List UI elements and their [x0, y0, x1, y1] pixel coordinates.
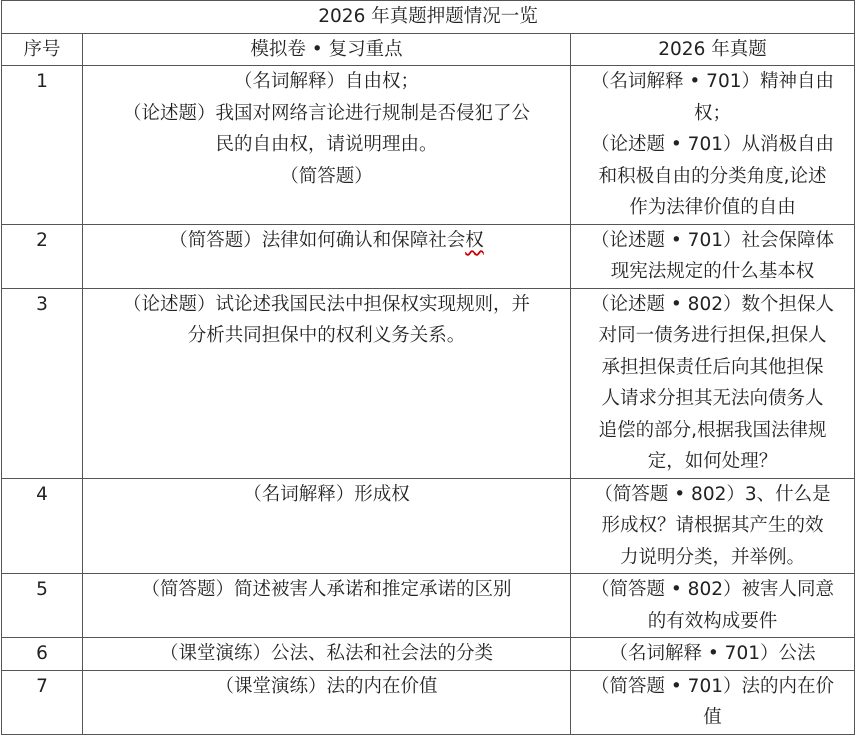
table-row — [2, 638, 855, 671]
header-exam: 2026 年真题 — [571, 33, 855, 66]
mock-cell — [83, 288, 571, 478]
cell-line: （简答题 • 701）法的内在价 — [591, 675, 834, 697]
mock-cell — [83, 574, 571, 638]
exam-cell — [571, 224, 855, 288]
cell-line: （名词解释）自由权； — [233, 71, 419, 92]
cell-line: （简答题） — [280, 165, 373, 187]
mock-cell — [83, 670, 571, 734]
cell-line: 权； — [694, 102, 732, 124]
header-mock: 模拟卷 • 复习重点 — [83, 33, 571, 66]
cell-line: （简答题 • 802）被害人同意 — [591, 579, 834, 600]
cell-line: （简答题）简述被害人承诺和推定承诺的区别 — [141, 579, 512, 600]
cell-line: 承担担保责任后向其他担保 — [601, 356, 824, 378]
cell-line: （名词解释）形成权 — [243, 483, 410, 505]
cell-line: 对同一债务进行担保,担保人 — [598, 325, 827, 346]
cell-line: 值 — [703, 707, 722, 728]
table-row — [2, 288, 855, 478]
mock-cell — [83, 66, 571, 225]
mock-cell — [83, 638, 571, 671]
mock-cell — [83, 478, 571, 574]
exam-cell — [571, 670, 855, 734]
cell-line: 分析共同担保中的权利义务关系。 — [187, 325, 466, 346]
cell-line: 的有效构成要件 — [647, 610, 778, 632]
row-number: 1 — [2, 66, 83, 225]
row-number: 5 — [2, 574, 83, 638]
table-row — [2, 670, 855, 734]
row-number: 2 — [2, 224, 83, 288]
row-number: 3 — [2, 288, 83, 478]
cell-line: （简答题）法律如何确认和保障社会 — [169, 229, 466, 251]
cell-line: 力说明分类，并举例。 — [620, 546, 806, 568]
exam-cell — [571, 638, 855, 671]
cell-line: 人请求分担其无法向债务人 — [601, 388, 824, 409]
exam-comparison-table — [1, 0, 855, 735]
cell-line: 追偿的部分,根据我国法律规 — [598, 419, 827, 441]
cell-line: （论述题 • 701）社会保障体 — [591, 229, 834, 251]
cell-line: 定，如何处理？ — [647, 451, 778, 472]
cell-line: 形成权？请根据其产生的效 — [601, 515, 824, 536]
table-title: 2026 年真题押题情况一览 — [2, 1, 855, 34]
cell-line: （课堂演练）公法、私法和社会法的分类 — [159, 643, 493, 664]
cell-line: 民的自由权，请说明理由。 — [215, 134, 438, 155]
row-number: 7 — [2, 670, 83, 734]
cell-line: （课堂演练）法的内在价值 — [215, 675, 438, 697]
exam-cell — [571, 288, 855, 478]
cell-line: （论述题 • 802）数个担保人 — [591, 293, 834, 315]
header-num: 序号 — [2, 33, 83, 66]
spellcheck-underlined-text: 权 — [465, 229, 484, 251]
exam-cell — [571, 66, 855, 225]
mock-cell — [83, 224, 571, 288]
header-row — [2, 33, 855, 66]
cell-line: （名词解释 • 701）精神自由 — [591, 71, 834, 92]
table-row — [2, 574, 855, 638]
cell-line: 现宪法规定的什么基本权 — [610, 261, 815, 282]
cell-line: （论述题）试论述我国民法中担保权实现规则，并 — [122, 293, 530, 315]
table-row — [2, 478, 855, 574]
exam-cell — [571, 574, 855, 638]
title-row — [2, 1, 855, 34]
row-number: 6 — [2, 638, 83, 671]
cell-line: 作为法律价值的自由 — [629, 197, 796, 218]
exam-cell — [571, 478, 855, 574]
cell-line: （论述题）我国对网络言论进行规制是否侵犯了公 — [122, 102, 530, 124]
cell-line: （简答题 • 802）3、什么是 — [594, 483, 831, 505]
table-row — [2, 224, 855, 288]
cell-line: 和积极自由的分类角度,论述 — [598, 165, 827, 187]
cell-line: （名词解释 • 701）公法 — [609, 643, 816, 664]
table-row — [2, 66, 855, 225]
cell-line: （论述题 • 701）从消极自由 — [591, 134, 834, 155]
row-number: 4 — [2, 478, 83, 574]
